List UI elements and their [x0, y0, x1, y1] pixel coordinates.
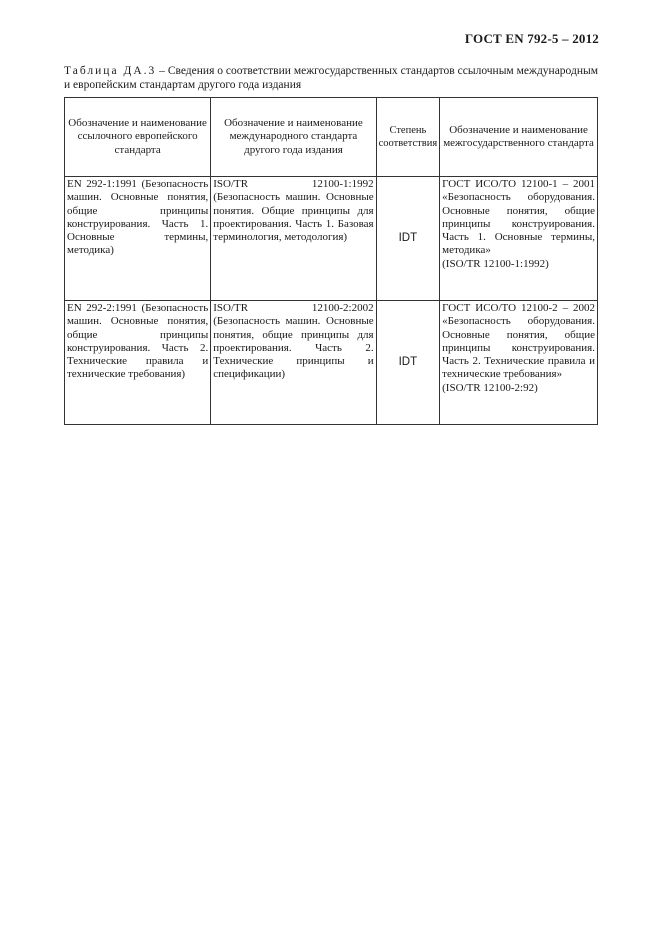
column-header-interstate: Обозначение и наименование межгосударственного стандарта — [440, 98, 598, 177]
cell-interstate-text: ГОСТ ИСО/ТО 12100-2 – 2002 «Безопасность оборудования. Основные понятия, общие принципы конструирования. Часть 2. Технические правила и технические требования» — [442, 302, 595, 381]
table-row — [65, 301, 598, 425]
cell-degree: IDT — [376, 177, 440, 301]
cell-interstate-ref: (ISO/TR 12100-1:1992) — [442, 257, 549, 270]
cell-interstate-text: ГОСТ ИСО/ТО 12100-1 – 2001 «Безопасность оборудования. Основные понятия, общие принципы конструирования. Часть 1. Основные термины, методика» — [442, 178, 595, 257]
table-caption-prefix: Таблица ДА.3 — [64, 65, 157, 77]
cell-interstate — [440, 177, 598, 301]
column-header-degree: Степень соответствия — [376, 98, 440, 177]
document-header: ГОСТ EN 792-5 – 2012 — [464, 31, 599, 46]
cell-international: ISO/TR 12100-2:2002 (Безопасность машин. Основные понятия, общие принципы для проектирования. Часть 2. Технические принципы и спецификации) — [211, 301, 376, 425]
cell-interstate — [440, 301, 598, 425]
table-caption-text: – Сведения о соответствии межгосударственных стандартов ссылочным международным и европейским стандартам другого года издания — [64, 65, 598, 91]
column-header-european: Обозначение и наименование ссылочного европейского стандарта — [65, 98, 211, 177]
cell-interstate-ref: (ISO/TR 12100-2:92) — [442, 381, 538, 394]
table-caption — [64, 64, 598, 92]
column-header-international: Обозначение и наименование международного стандарта другого года издания — [211, 98, 376, 177]
cell-degree: IDT — [376, 301, 440, 425]
cell-european: EN 292-2:1991 (Безопасность машин. Основные понятия, общие принципы конструирования. Часть 2. Технические правила и технические требования) — [65, 301, 211, 425]
cell-european: EN 292-1:1991 (Безопасность машин. Основные понятия, общие принципы конструирования. Часть 1. Основные термины, методика) — [65, 177, 211, 301]
correspondence-table — [64, 97, 598, 425]
table-header-row — [65, 98, 598, 177]
table-row — [65, 177, 598, 301]
cell-international: ISO/TR 12100-1:1992 (Безопасность машин. Основные понятия. Общие принципы для проектирования. Часть 1. Базовая терминология, методология) — [211, 177, 376, 301]
